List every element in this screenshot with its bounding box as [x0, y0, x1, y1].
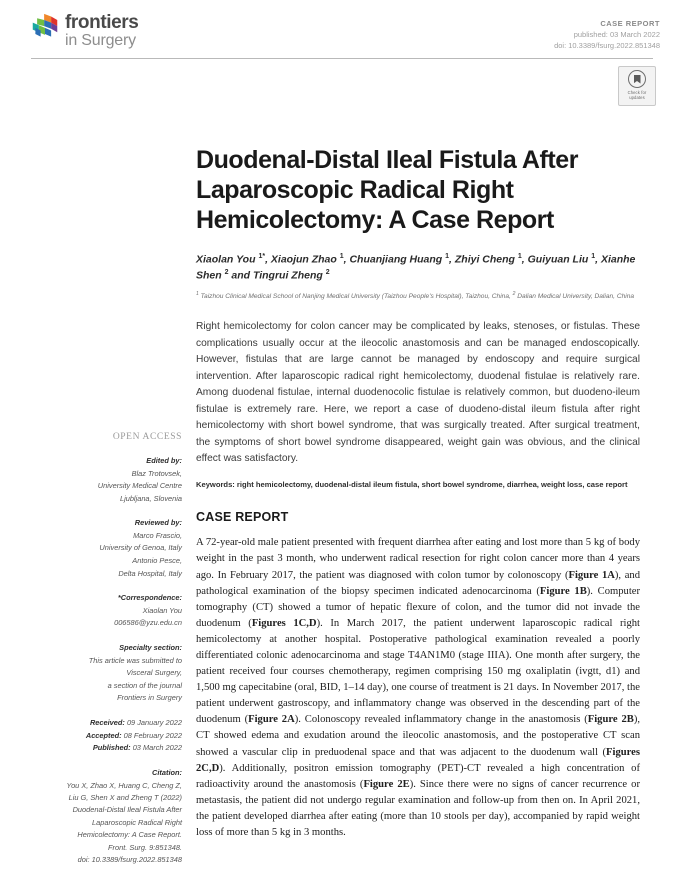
editor-line: Ljubljana, Slovenia: [119, 493, 182, 503]
specialty-line: This article was submitted to: [88, 655, 182, 665]
publication-dates-block: [14, 717, 182, 755]
badge-line-2: updates: [629, 95, 645, 101]
received-value: 09 January 2022: [126, 717, 182, 727]
section-heading-case-report: CASE REPORT: [196, 510, 289, 525]
specialty-section-block: [14, 642, 182, 705]
citation-doi[interactable]: doi: 10.3389/fsurg.2022.851348: [77, 855, 182, 865]
correspondence-heading: *Correspondence:: [117, 593, 182, 603]
doi-label: doi: 10.3389/fsurg.2022.851348: [554, 40, 660, 50]
author-list: Xiaolan You $^{1*}$, Xiaojun Zhao $^1$, Chuanjiang Huang $^1$, Zhiyi Cheng $^1$, Guiyuan Liu $^1$, Xianhe Shen $^2$ and Tingrui Zheng $^2$: [196, 253, 636, 282]
correspondence-block: [14, 592, 182, 630]
published-label: Published:: [92, 743, 131, 753]
journal-logo[interactable]: [31, 12, 138, 49]
specialty-line: Visceral Surgery,: [126, 668, 182, 678]
masthead: [0, 0, 684, 62]
reviewer-line: Marco Frascio,: [133, 530, 182, 540]
citation-line: Laparoscopic Radical Right: [92, 817, 182, 827]
header-divider: [31, 58, 653, 59]
bookmark-icon: [634, 75, 641, 84]
editor-line: University Medical Centre: [97, 481, 182, 491]
accepted-label: Accepted:: [85, 730, 122, 740]
reviewer-line: Delta Hospital, Italy: [118, 568, 182, 578]
accepted-date: [14, 730, 182, 743]
citation-line: Liu G, Shen X and Zheng T (2022): [68, 793, 182, 803]
correspondence-name: Xiaolan You: [142, 605, 182, 615]
citation-line: You X, Zhao X, Huang C, Cheng Z,: [66, 780, 182, 790]
published-date-label: published: 03 March 2022: [573, 29, 660, 39]
reviewer-line: University of Genoa, Italy: [99, 543, 182, 553]
check-for-updates-label: [628, 90, 647, 101]
published-date: [14, 742, 182, 755]
article-meta-header: [554, 19, 660, 52]
case-report-paragraph: A 72-year-old male patient presented with frequent diarrhea after eating and lost more than 5 kg of body weight in the past 3 month, who underwent radical resection for right colon cancer more than 4 years ago. In February 2017, the patient was diagnosed with colon tumor by colonoscopy (Figure 1A), and pathological examination of the biopsy specimen indicated adenocarcinoma (Figure 1B). Computer tomography (CT) showed a tumor of hepatic flexure of colon, and the tumor did not invade the duodenum (Figures 1C,D). In March 2017, the patient underwent laparoscopic radical right hemicolectomy at another hospital. Postoperative pathological examination revealed a poorly differentiated colonic adenocarcinoma and stage T4AN1M0 (stage IIIA). One month after surgery, the patient received four courses chemotherapy, regimen comprising 150 mg oxaliplatin (ivgtt, d1) and 1,500 mg capecitabine (oral, BID, 1–14 day), one course of treatment is 21 days. In November 2017, the patient underwent gastroscopy, and inflammatory change was observed in the descending part of the duodenum (Figure 2A). Colonoscopy revealed inflammatory change in the anastomosis (Figure 2B), CT showed edema and exudation around the ileocolic anastomosis, and the postoperative CT scan showed a vascular clip in preduodenal space and that was adjacent to the duodenum wall (Figures 2C,D). Additionally, positron emission tomography (PET)-CT revealed a high concentration of radioactivity around the anastomosis (Figure 2E). Since there were no signs of cancer recurrence or metastasis, the patient did not undergo regular examination and follow-up from then on. In April 2021, the patient developed diarrhea after eating (more than 10 stools per day), accompanied by rapid weight loss of more than 5 kg in 3 months.: [196, 537, 641, 839]
received-date: [14, 717, 182, 730]
citation-heading: Citation:: [152, 768, 182, 778]
citation-line: Hemicolectomy: A Case Report.: [77, 830, 182, 840]
specialty-line: Frontiers in Surgery: [117, 693, 182, 703]
received-label: Received:: [89, 717, 125, 727]
editor-line: Blaz Trotovsek,: [131, 468, 182, 478]
reviewer-line: Antonio Pesce,: [132, 556, 182, 566]
citation-block: [14, 767, 182, 867]
reviewed-by-heading: Reviewed by:: [134, 518, 182, 528]
keywords-line: Keywords: right hemicolectomy, duodenal-distal ileum fistula, short bowel syndrome, diarrhea, weight loss, case report: [196, 479, 628, 489]
accepted-value: 08 February 2022: [123, 730, 182, 740]
citation-line: Duodenal-Distal Ileal Fistula After: [72, 805, 182, 815]
badge-line-1: Check for: [627, 90, 647, 95]
article-type-label: CASE REPORT: [600, 19, 660, 28]
abstract-text: Right hemicolectomy for colon cancer may be complicated by leaks, stenoses, or fistulas. These complications usually occur at the ileocolic anastomosis and can be managed endoscopically. However, fistulas that are large cannot be managed by endoscopy and require surgical intervention. After laparoscopic radical right hemicolectomy, duodenal fistulae is relatively rare. Among duodenal fistulae, internal duodenocolic fistulae is relatively common, but duodeno-ileum fistulae is extremely rare. Here, we report a case of duodeno-distal ileum fistula after right hemicolectomy with short bowel syndrome, that was surgically treated. After surgical treatment, the symptoms of short bowel syndrome disappeared, weight gain was obvious, and the clinical effect was satisfactory.: [196, 321, 640, 465]
correspondence-email[interactable]: 006586@yzu.edu.cn: [114, 618, 182, 628]
bookmark-circle-icon: [628, 70, 646, 88]
specialty-line: a section of the journal: [107, 680, 182, 690]
logo-journal-text: in Surgery: [65, 32, 136, 49]
edited-by-block: [14, 455, 182, 505]
page-title: Duodenal-Distal Ileal Fistula After Laparoscopic Radical Right Hemicolectomy: A Case Report: [196, 146, 579, 234]
article-info-sidebar: [14, 432, 182, 879]
specialty-heading: Specialty section:: [119, 642, 182, 652]
reviewed-by-block: [14, 517, 182, 580]
affiliation-list: $^1$ Taizhou Clinical Medical School of Nanjing Medical University (Taizhou People's Hospital), Taizhou, China, $^2$ Dalian Medical University, Dalian, China: [196, 290, 635, 301]
citation-line: Front. Surg. 9:851348.: [108, 842, 182, 852]
article-main-column: [196, 146, 640, 841]
published-value: 03 March 2022: [132, 743, 182, 753]
edited-by-heading: Edited by:: [146, 456, 182, 465]
frontiers-pinwheel-icon: [31, 13, 59, 41]
open-access-label: OPEN ACCESS: [112, 432, 182, 442]
check-for-updates-badge[interactable]: [618, 66, 656, 106]
logo-brand-text: frontiers: [65, 12, 139, 33]
